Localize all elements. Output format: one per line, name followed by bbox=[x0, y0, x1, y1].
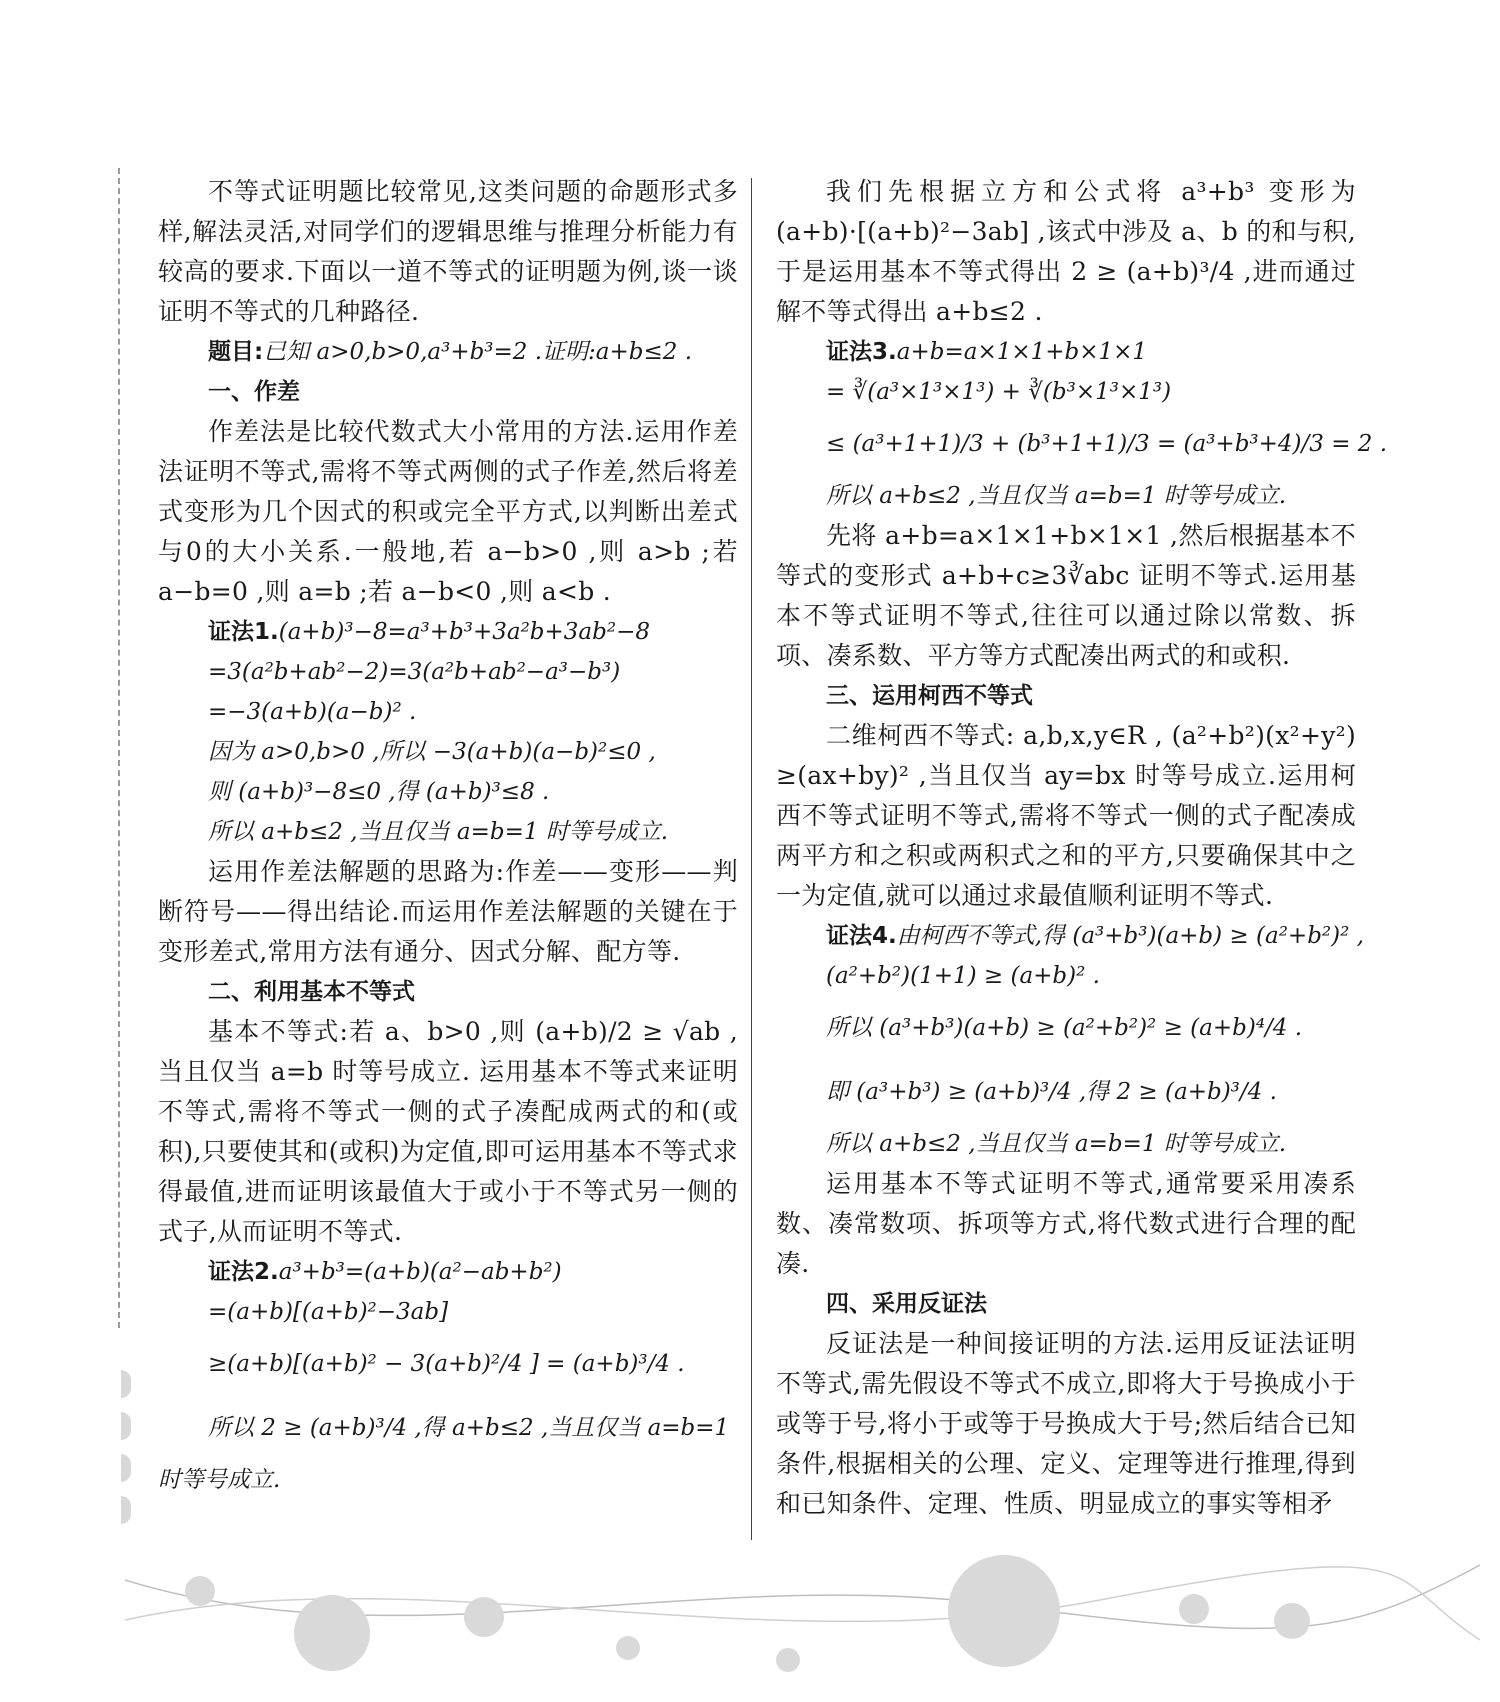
left-dashed-margin-line bbox=[118, 168, 120, 1328]
section-4-paragraph: 反证法是一种间接证明的方法.运用反证法证明不等式,需先假设不等式不成立,即将大于号换成小于或等于号,将小于或等于号换成大于号;然后结合已知条件,根据相关的公理、定义、定理等进行推理,得到和已知条件、定理、性质、明显成立的事实等相矛 bbox=[776, 1329, 1356, 1518]
proof-1-line-6: 所以 a+b≤2 ,当且仅当 a=b=1 时等号成立. bbox=[208, 819, 669, 845]
proof-2-line-5: 时等号成立. bbox=[158, 1467, 281, 1493]
footer-bubble bbox=[294, 1595, 370, 1671]
proof-1-line-4: 因为 a>0,b>0 ,所以 −3(a+b)(a−b)²≤0 , bbox=[208, 739, 656, 765]
proof-4-line-2: (a²+b²)(1+1) ≥ (a+b)² . bbox=[826, 963, 1100, 989]
proof-2-line-3: ≥(a+b)[(a+b)² − 3(a+b)²/4 ] = (a+b)³/4 . bbox=[208, 1351, 685, 1377]
proof-2-line-4: 所以 2 ≥ (a+b)³/4 ,得 a+b≤2 ,当且仅当 a=b=1 bbox=[208, 1415, 730, 1441]
column-divider bbox=[751, 178, 752, 1540]
problem-statement bbox=[208, 332, 738, 372]
footer-bubble bbox=[776, 1648, 800, 1672]
proof-2-explanation: 我们先根据立方和公式将 a³+b³ 变形为 (a+b)·[(a+b)²−3ab] ,该式中涉及 a、b 的和与积,于是运用基本不等式得出 2 ≥ (a+b)³/4 ,进而通过解不等式得出 a+b≤2 . bbox=[776, 177, 1356, 326]
proof-3-label: 证法3. bbox=[826, 339, 897, 365]
footer-bubble bbox=[464, 1597, 504, 1637]
margin-tab-marks bbox=[121, 1370, 131, 1538]
proof-1-line-2: =3(a²b+ab²−2)=3(a²b+ab²−a³−b³) bbox=[208, 659, 621, 685]
footer-decoration bbox=[0, 1545, 1500, 1702]
proof-4-line-5: 所以 a+b≤2 ,当且仅当 a=b=1 时等号成立. bbox=[826, 1131, 1287, 1157]
footer-bubble bbox=[1179, 1594, 1209, 1624]
section-1-summary: 运用作差法解题的思路为:作差——变形——判断符号——得出结论.而运用作差法解题的关键在于变形差式,常用方法有通分、因式分解、配方等. bbox=[158, 857, 738, 966]
section-4-heading: 四、采用反证法 bbox=[826, 1291, 987, 1317]
proof-2-line-2: =(a+b)[(a+b)²−3ab] bbox=[208, 1299, 449, 1325]
footer-bubble bbox=[616, 1636, 640, 1660]
proof-3-line-1 bbox=[826, 332, 1356, 372]
proof-1-formula-1: (a+b)³−8=a³+b³+3a²b+3ab²−8 bbox=[278, 619, 650, 645]
problem-label: 题目: bbox=[208, 339, 264, 365]
proof-2-line-1 bbox=[208, 1252, 738, 1292]
proof-1-line-3: =−3(a+b)(a−b)² . bbox=[208, 699, 417, 725]
proof-4-line-3: 所以 (a³+b³)(a+b) ≥ (a²+b²)² ≥ (a+b)⁴/4 . bbox=[826, 1015, 1303, 1041]
proof-1-label: 证法1. bbox=[208, 619, 279, 645]
proof-3-line-2: = ∛(a³×1³×1³) + ∛(b³×1³×1³) bbox=[826, 379, 1172, 405]
proof-2-label: 证法2. bbox=[208, 1259, 279, 1285]
proof-4-formula-1: 由柯西不等式,得 (a³+b³)(a+b) ≥ (a²+b²)² , bbox=[896, 923, 1364, 949]
problem-text: 已知 a>0,b>0,a³+b³=2 .证明:a+b≤2 . bbox=[263, 339, 693, 365]
section-3-summary: 运用基本不等式证明不等式,通常要采用凑系数、凑常数项、拆项等方式,将代数式进行合理的配凑. bbox=[776, 1169, 1356, 1278]
proof-3-line-3: ≤ (a³+1+1)/3 + (b³+1+1)/3 = (a³+b³+4)/3 = 2 . bbox=[826, 431, 1388, 457]
margin-tab-mark bbox=[121, 1412, 131, 1440]
margin-tab-mark bbox=[121, 1496, 131, 1524]
footer-bubble bbox=[1274, 1603, 1310, 1639]
proof-4-line-1 bbox=[826, 916, 1364, 956]
footer-bubble bbox=[185, 1576, 215, 1606]
section-1-heading: 一、作差 bbox=[208, 379, 300, 405]
proof-3-explanation: 先将 a+b=a×1×1+b×1×1 ,然后根据基本不等式的变形式 a+b+c≥3∛abc 证明不等式.运用基本不等式证明不等式,往往可以通过除以常数、拆项、凑系数、平方等方式配凑出两式的和或积. bbox=[776, 521, 1356, 670]
proof-1-line-1 bbox=[208, 612, 738, 652]
section-2-heading: 二、利用基本不等式 bbox=[208, 979, 415, 1005]
proof-2-formula-1: a³+b³=(a+b)(a²−ab+b²) bbox=[278, 1259, 562, 1285]
intro-paragraph: 不等式证明题比较常见,这类问题的命题形式多样,解法灵活,对同学们的逻辑思维与推理分析能力有较高的要求.下面以一道不等式的证明题为例,谈一谈证明不等式的几种路径. bbox=[158, 177, 738, 326]
left-column bbox=[158, 172, 738, 1500]
proof-3-line-4: 所以 a+b≤2 ,当且仅当 a=b=1 时等号成立. bbox=[826, 483, 1287, 509]
section-3-paragraph: 二维柯西不等式: a,b,x,y∈R , (a²+b²)(x²+y²) ≥(ax+by)² ,当且仅当 ay=bx 时等号成立.运用柯西不等式证明不等式,需将不等式一侧的式子配凑成两平方和之积或两积式之和的平方,只要确保其中之一为定值,就可以通过求最值顺利证明不等式. bbox=[776, 721, 1356, 910]
right-column bbox=[776, 172, 1388, 1524]
proof-4-label: 证法4. bbox=[826, 923, 897, 949]
section-3-heading: 三、运用柯西不等式 bbox=[826, 683, 1033, 709]
proof-1-line-5: 则 (a+b)³−8≤0 ,得 (a+b)³≤8 . bbox=[208, 779, 550, 805]
section-1-paragraph: 作差法是比较代数式大小常用的方法.运用作差法证明不等式,需将不等式两侧的式子作差,然后将差式变形为几个因式的积或完全平方式,以判断出差式与0的大小关系.一般地,若 a−b>0 ,则 a>b ;若 a−b=0 ,则 a=b ;若 a−b<0 ,则 a<b . bbox=[158, 417, 738, 606]
proof-4-line-4: 即 (a³+b³) ≥ (a+b)³/4 ,得 2 ≥ (a+b)³/4 . bbox=[826, 1079, 1277, 1105]
margin-tab-mark bbox=[121, 1370, 131, 1398]
margin-tab-mark bbox=[121, 1454, 131, 1482]
section-2-paragraph: 基本不等式:若 a、b>0 ,则 (a+b)/2 ≥ √ab ,当且仅当 a=b 时等号成立. 运用基本不等式来证明不等式,需将不等式一侧的式子凑配成两式的和(或积),只要使其和(或积)为定值,即可运用基本不等式求得最值,进而证明该最值大于或小于不等式另一侧的式子,从而证明不等式. bbox=[158, 1017, 738, 1246]
proof-3-formula-1: a+b=a×1×1+b×1×1 bbox=[896, 339, 1148, 365]
footer-bubble bbox=[948, 1555, 1060, 1667]
